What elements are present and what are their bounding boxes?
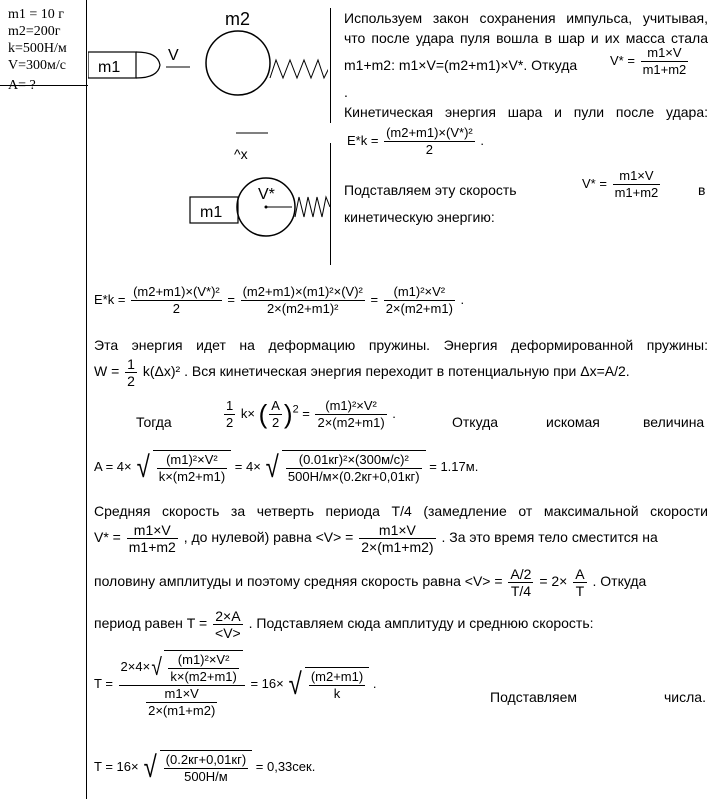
halfamp-line: половину амплитуды и поэтому средняя скорость равна <V> = $\frac{A/2}{T/4}$ = 2× $\frac{A}{T}$ . Откуда (94, 566, 647, 599)
energy-equation: E*k = $\frac{\text{(m2+m1)×(V*)²}}{2}$ = $\frac{\text{(m2+m1)×(m1)²×(V)²}}{\text{2×(m2+m1)²}}$ = $\frac{\text{(m1)²×V²}}{2\times(m2+m1)}$ . (94, 284, 465, 316)
ball-label: m2 (225, 9, 251, 29)
average-formula: V* = $\frac{m1\times V}{m1+m2}$ , до нулевой) равна <V> = $\frac{m1\times V}{2\times(m1+m2)}$ . За это время тело сместится на (94, 522, 658, 555)
average-line-1: Средняя скорость за четверть периода T/4 (замедление от максимальной скорости (94, 503, 708, 519)
then-formula: $\frac{1}{2}$ k× ( $\frac{A}{2}$ )$^2$ = $\frac{\text{(m1)²×V²}}{2\times(m2+m1)}$ . (226, 398, 396, 430)
vstar-fraction: $\frac{m1\times V}{m1+m2}$ (642, 45, 687, 77)
substitute-text-a: Подставляем эту скорость (344, 182, 517, 198)
left-divider (86, 0, 87, 799)
bullet-label: m1 (98, 59, 121, 76)
period-equation: T = 2×4×√ $\frac{\text{(m1)²×V²}}{k\times(m2+m1)}$ $\frac{m1\times V}{2\times(m1+m2)}$ = 16× √ $\frac{(m2+m1)}{k}$ . (94, 652, 377, 718)
given-m1: m1 = 10 г (8, 7, 65, 22)
substitute-formula: V* = $\frac{m1\times V}{m1+m2}$ (582, 168, 659, 200)
then-word-3: величина (643, 414, 705, 430)
kinetic-fraction: $\frac{\text{(m2+m1)×(V*)²}}{2}$ (386, 125, 473, 157)
intro-line-2: что после удара пуля вошла в шар и их масса стала (344, 30, 708, 46)
then-word-2: искомая (546, 414, 600, 430)
kinetic-formula: E*k = $\frac{\text{(m2+m1)×(V*)²}}{2}$ . (347, 125, 484, 157)
displacement-label: ^x (234, 146, 248, 162)
velocity-label: V (168, 47, 179, 64)
ball-circle (206, 31, 270, 95)
diagram-after-impact (188, 125, 333, 240)
amplitude-formula: A = 4× √ $\frac{\text{(m1)²×V²}}{k\times(m2+m1)}$ = 4× √ $\frac{\text{(0.01кг)²×(300м/с)²}}{500Н/м\times(0.2кг+0,01кг)}$ = 1.17м. (94, 450, 479, 484)
spring-formula: W = $\frac{1}{2}$ k(Δx)² . Вся кинетическая энергия переходит в потенциальную при Δx=A/2. (94, 356, 630, 389)
intro-dot: . (344, 84, 348, 100)
spring-2 (295, 197, 330, 217)
intro-line-1: Используем закон сохранения импульса, учитывая, (344, 10, 708, 26)
then-word: Тогда (136, 414, 172, 430)
substitute-line-2: кинетическую энергию: (344, 209, 495, 225)
vstar-lhs: V* = (610, 52, 635, 68)
then-word-1: Откуда (452, 414, 499, 430)
bullet-label-2: m1 (200, 204, 223, 221)
final-formula: T = 16× √ $\frac{(0.2кг+0,01кг)}{500Н/м}$ = 0,33сек. (94, 750, 316, 784)
kinetic-line-1: Кинетическая энергия шара и пули после удара: (344, 104, 708, 120)
given-k: k=500Н/м (8, 41, 67, 56)
given-a: A= ? (8, 78, 36, 93)
spring (270, 60, 328, 78)
intro-line-3: m1+m2: m1×V=(m2+m1)×V*. Откуда (344, 57, 578, 73)
spring-line-1: Эта энергия идет на деформацию пружины. Энергия деформированной пружины: (94, 337, 708, 353)
numbers-word: числа. (664, 689, 706, 705)
substitute-text-b: в (698, 182, 706, 198)
right-divider-top (330, 8, 331, 123)
intro-vstar-formula (610, 45, 690, 78)
bullet-tip (136, 52, 160, 78)
diagram-before-impact (88, 0, 328, 125)
substitute-numbers-word: Подставляем (490, 689, 578, 705)
given-v: V=300м/с (8, 58, 66, 73)
given-m2: m2=200г (8, 24, 61, 39)
velocity-label-2: V* (258, 186, 275, 203)
period-line: период равен T = $\frac{2\times A}{<V>}$ . Подставляем сюда амплитуду и среднюю скорость: (94, 608, 594, 641)
